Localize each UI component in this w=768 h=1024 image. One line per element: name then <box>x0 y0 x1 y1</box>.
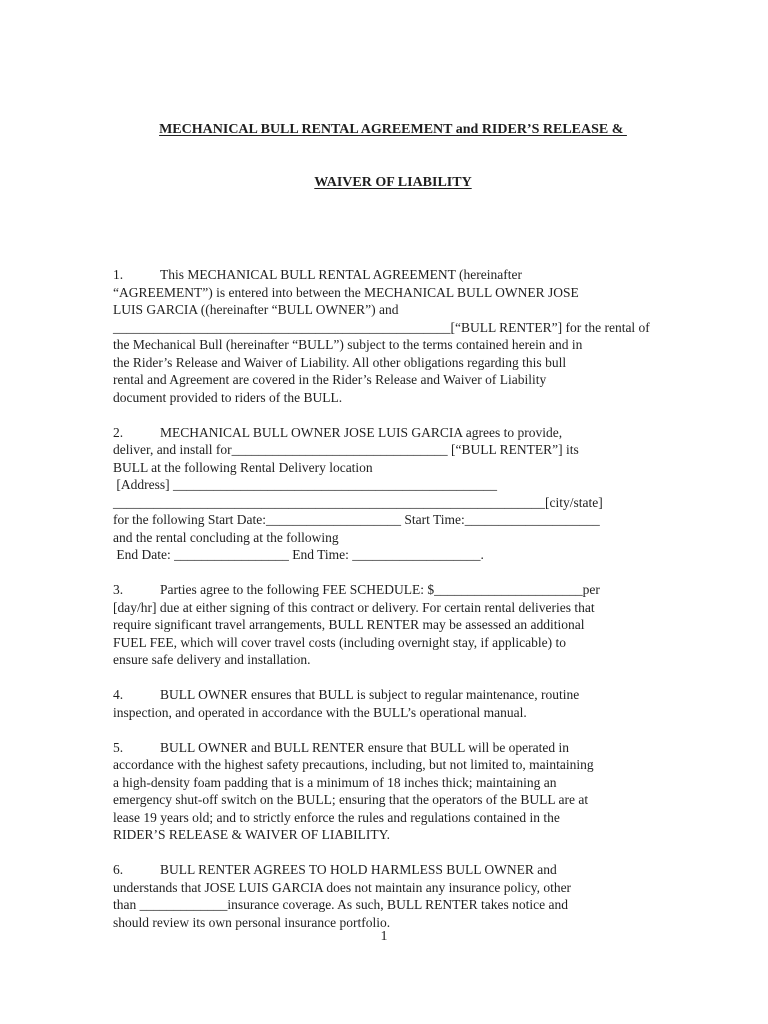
paragraph-1-line: the Rider’s Release and Waiver of Liability. All other obligations regarding this bull <box>113 354 567 370</box>
paragraph-1-line: LUIS GARCIA ((hereinafter “BULL OWNER”) and <box>113 302 399 317</box>
paragraph-1-line: document provided to riders of the BULL. <box>113 389 343 405</box>
paragraph-2-line: BULL at the following Rental Delivery location <box>113 459 373 475</box>
paragraph-5-line: a high-density foam padding that is a minimum of 18 inches thick; maintaining an <box>113 774 557 790</box>
paragraph-3-line: [day/hr] due at either signing of this contract or delivery. For certain rental deliveries that <box>113 599 595 615</box>
paragraph-4-number: 4. <box>113 687 124 702</box>
paragraph-1-line: rental and Agreement are covered in the Rider’s Release and Waiver of Liability <box>113 372 547 387</box>
paragraph-1-text: This MECHANICAL BULL RENTAL AGREEMENT (hereinafter <box>160 267 522 282</box>
paragraph-3-text: Parties agree to the following FEE SCHEDULE: $______________________per <box>160 582 600 597</box>
paragraph-5-first-line <box>113 739 673 757</box>
paragraph-5-text: BULL OWNER and BULL RENTER ensure that BULL will be operated in <box>160 739 570 755</box>
paragraph-1-line: the Mechanical Bull (hereinafter “BULL”) subject to the terms contained herein and in <box>113 337 583 352</box>
paragraph-2 <box>113 424 673 564</box>
paragraph-5-number: 5. <box>113 739 124 755</box>
paragraph-5-line: accordance with the highest safety precautions, including, but not limited to, maintaining <box>113 757 594 772</box>
paragraph-3-line: ensure safe delivery and installation. <box>113 652 311 667</box>
paragraph-1 <box>113 266 673 406</box>
paragraph-4 <box>113 686 673 721</box>
document-body <box>113 86 673 931</box>
document-title-line-1: MECHANICAL BULL RENTAL AGREEMENT and RIDER’S RELEASE & <box>159 122 627 137</box>
paragraph-2-line-city-state-blank: ________________________________________________________________[city/state] <box>113 494 603 510</box>
paragraph-5-line: emergency shut-off switch on the BULL; ensuring that the operators of the BULL are at <box>113 792 589 807</box>
paragraph-3-first-line-fee-blank <box>113 581 673 599</box>
paragraph-6-line-insurance-blank: than _____________insurance coverage. As such, BULL RENTER takes notice and <box>113 897 569 912</box>
paragraph-2-line-address-blank: [Address] ________________________________________________ <box>113 477 497 492</box>
paragraph-3 <box>113 581 673 669</box>
paragraph-2-first-line <box>113 424 673 442</box>
paragraph-1-line: “AGREEMENT”) is entered into between the MECHANICAL BULL OWNER JOSE <box>113 284 579 300</box>
paragraph-2-number: 2. <box>113 424 124 440</box>
paragraph-2-line: and the rental concluding at the following <box>113 529 339 545</box>
paragraph-6-first-line <box>113 861 673 879</box>
paragraph-1-number: 1. <box>113 267 124 282</box>
document-title-line-2: WAIVER OF LIABILITY <box>314 174 472 190</box>
paragraph-1-line-renter-blank: __________________________________________________[“BULL RENTER”] for the rental of <box>113 319 650 335</box>
paragraph-3-line: require significant travel arrangements, BULL RENTER may be assessed an additional <box>113 617 585 632</box>
paragraph-5 <box>113 739 673 844</box>
paragraph-2-line-start-date-time-blank: for the following Start Date:____________________ Start Time:____________________ <box>113 512 600 527</box>
paragraph-3-line: FUEL FEE, which will cover travel costs (including overnight stay, if applicable) to <box>113 634 567 650</box>
paragraph-2-text: MECHANICAL BULL OWNER JOSE LUIS GARCIA agrees to provide, <box>160 424 563 440</box>
paragraph-4-text: BULL OWNER ensures that BULL is subject to regular maintenance, routine <box>160 687 580 702</box>
paragraph-3-number: 3. <box>113 582 124 597</box>
paragraph-4-line: inspection, and operated in accordance with the BULL’s operational manual. <box>113 704 527 720</box>
paragraph-4-first-line <box>113 686 673 704</box>
document-title <box>113 86 673 226</box>
paragraph-6-line: understands that JOSE LUIS GARCIA does not maintain any insurance policy, other <box>113 879 572 895</box>
paragraph-6-text: BULL RENTER AGREES TO HOLD HARMLESS BULL OWNER and <box>160 862 557 877</box>
paragraph-5-line: RIDER’S RELEASE & WAIVER OF LIABILITY. <box>113 827 390 842</box>
page-number: 1 <box>380 929 388 944</box>
paragraph-1-first-line <box>113 266 673 284</box>
paragraph-2-line-renter-blank: deliver, and install for________________________________ [“BULL RENTER”] its <box>113 442 579 457</box>
paragraph-2-line-end-date-time-blank: End Date: _________________ End Time: ___________________. <box>113 547 484 562</box>
paragraph-6 <box>113 861 673 931</box>
paragraph-5-line: lease 19 years old; and to strictly enforce the rules and regulations contained in the <box>113 809 560 825</box>
paragraph-6-line: should review its own personal insurance portfolio. <box>113 914 391 930</box>
paragraph-6-number: 6. <box>113 862 124 877</box>
